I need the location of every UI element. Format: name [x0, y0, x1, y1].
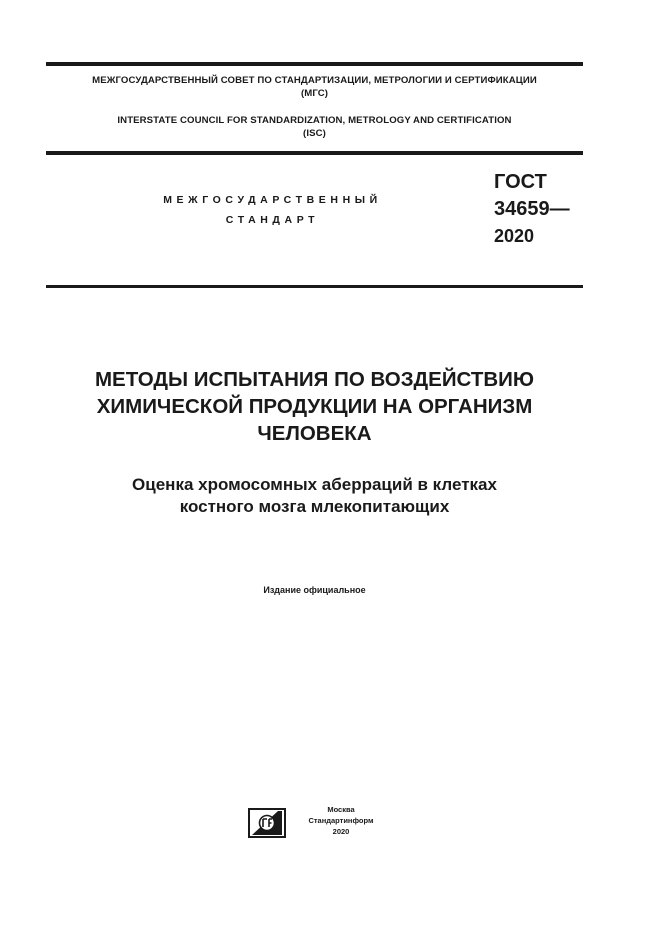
gost-number: 34659— — [494, 198, 570, 220]
publisher-city: Москва — [327, 805, 355, 814]
council-en — [46, 114, 583, 140]
document-title-line1: МЕТОДЫ ИСПЫТАНИЯ ПО ВОЗДЕЙСТВИЮ — [94, 368, 535, 391]
council-ru — [46, 74, 583, 100]
edition-label: Издание официальное — [263, 585, 366, 595]
standard-type-line2: СТАНДАРТ — [225, 214, 320, 226]
document-subtitle-line2: костного мозга млекопитающих — [179, 497, 450, 516]
publisher-info — [296, 804, 386, 837]
middle-rule — [46, 151, 583, 155]
lower-rule — [46, 285, 583, 288]
top-rule — [46, 62, 583, 66]
council-en-name: INTERSTATE COUNCIL FOR STANDARDIZATION, METROLOGY AND CERTIFICATION — [117, 115, 512, 126]
document-title-line3: ЧЕЛОВЕКА — [257, 422, 372, 445]
council-ru-abbr: (МГС) — [300, 88, 329, 99]
gost-year: 2020 — [494, 226, 535, 246]
publisher-year: 2020 — [332, 827, 350, 836]
council-en-abbr: (ISC) — [303, 128, 326, 139]
council-ru-name: МЕЖГОСУДАРСТВЕННЫЙ СОВЕТ ПО СТАНДАРТИЗАЦИИ, МЕТРОЛОГИИ И СЕРТИФИКАЦИИ — [92, 75, 537, 86]
standartinform-logo-icon — [248, 808, 286, 838]
gost-label: ГОСТ — [494, 171, 547, 193]
document-subtitle-line1: Оценка хромосомных аберраций в клетках — [132, 475, 497, 494]
document-title-line2: ХИМИЧЕСКОЙ ПРОДУКЦИИ НА ОРГАНИЗМ — [96, 395, 533, 418]
publisher-name: Стандартинформ — [308, 816, 374, 825]
standard-type-line1: МЕЖГОСУДАРСТВЕННЫЙ — [163, 194, 382, 206]
